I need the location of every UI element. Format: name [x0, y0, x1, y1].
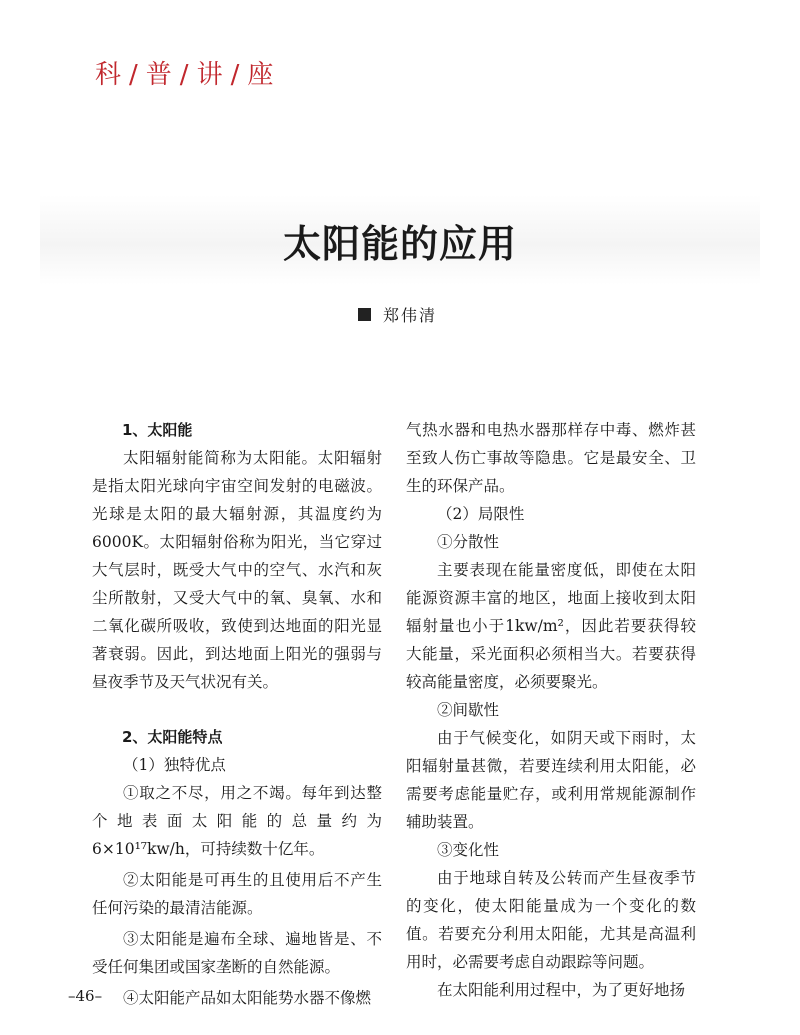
author-name: 郑伟清	[383, 306, 438, 325]
page-number: –46–	[68, 987, 103, 1005]
section-heading: 2、太阳能特点	[122, 728, 223, 746]
paragraph: 主要表现在能量密度低，即使在太阳能源资源丰富的地区，地面上接收到太阳辐射量也小于1kw/m²，因此若要获得较大能量，采光面积必须相当大。若要获得较高能量密度，必须要聚光。	[406, 561, 696, 691]
subheading: ②间歇性	[437, 701, 500, 719]
section-header	[95, 54, 275, 91]
header-separator: /	[129, 60, 140, 90]
header-char: 讲	[196, 60, 225, 90]
author-line	[358, 303, 437, 326]
paragraph: 气热水器和电热水器那样存中毒、燃炸甚至致人伤亡事故等隐患。它是最安全、卫生的环保产品。	[406, 421, 696, 495]
subheading: ①分散性	[437, 533, 500, 551]
paragraph: 在太阳能利用过程中，为了更好地扬	[437, 981, 686, 999]
paragraph: 由于气候变化，如阴天或下雨时，太阳辐射量甚微，若要连续利用太阳能，必需要考虑能量贮存，或利用常规能源制作辅助装置。	[406, 729, 696, 831]
header-char: 普	[145, 60, 174, 90]
paragraph: ②太阳能是可再生的且使用后不产生任何污染的最清洁能源。	[92, 871, 382, 917]
paragraph: ③太阳能是遍布全球、遍地皆是、不受任何集团或国家垄断的自然能源。	[92, 930, 382, 976]
header-separator: /	[230, 60, 242, 90]
subheading: ③变化性	[437, 841, 500, 859]
paragraph: 太阳辐射能简称为太阳能。太阳辐射是指太阳光球向宇宙空间发射的电磁波。光球是太阳的最大辐射源，其温度约为6000K。太阳辐射俗称为阳光，当它穿过大气层时，既受大气中的空气、水汽和灰尘所散射，又受大气中的氧、臭氧、水和二氧化碳所吸收，致使到达地面的阳光显著衰弱。因此，到达地面上阳光的强弱与昼夜季节及天气状况有关。	[92, 449, 382, 691]
left-column	[92, 416, 382, 1012]
paragraph: 由于地球自转及公转而产生昼夜季节的变化，使太阳能量成为一个变化的数值。若要充分利用太阳能，尤其是高温利用时，必需要考虑自动跟踪等问题。	[406, 869, 696, 971]
header-char: 座	[247, 60, 276, 90]
paragraph: ①取之不尽，用之不竭。每年到达整个地表面太阳能的总量约为6×10¹⁷kw/h，可持续数十亿年。	[92, 784, 382, 858]
article-title: 太阳能的应用	[282, 222, 517, 266]
square-bullet-icon	[358, 308, 371, 321]
subheading: （2）局限性	[437, 505, 525, 523]
subheading: （1）独特优点	[123, 756, 226, 774]
right-column	[406, 416, 696, 1004]
header-char: 科	[95, 60, 124, 90]
section-heading: 1、太阳能	[122, 421, 193, 439]
paragraph: ④太阳能产品如太阳能势水器不像燃	[123, 989, 372, 1007]
header-separator: /	[179, 60, 191, 90]
